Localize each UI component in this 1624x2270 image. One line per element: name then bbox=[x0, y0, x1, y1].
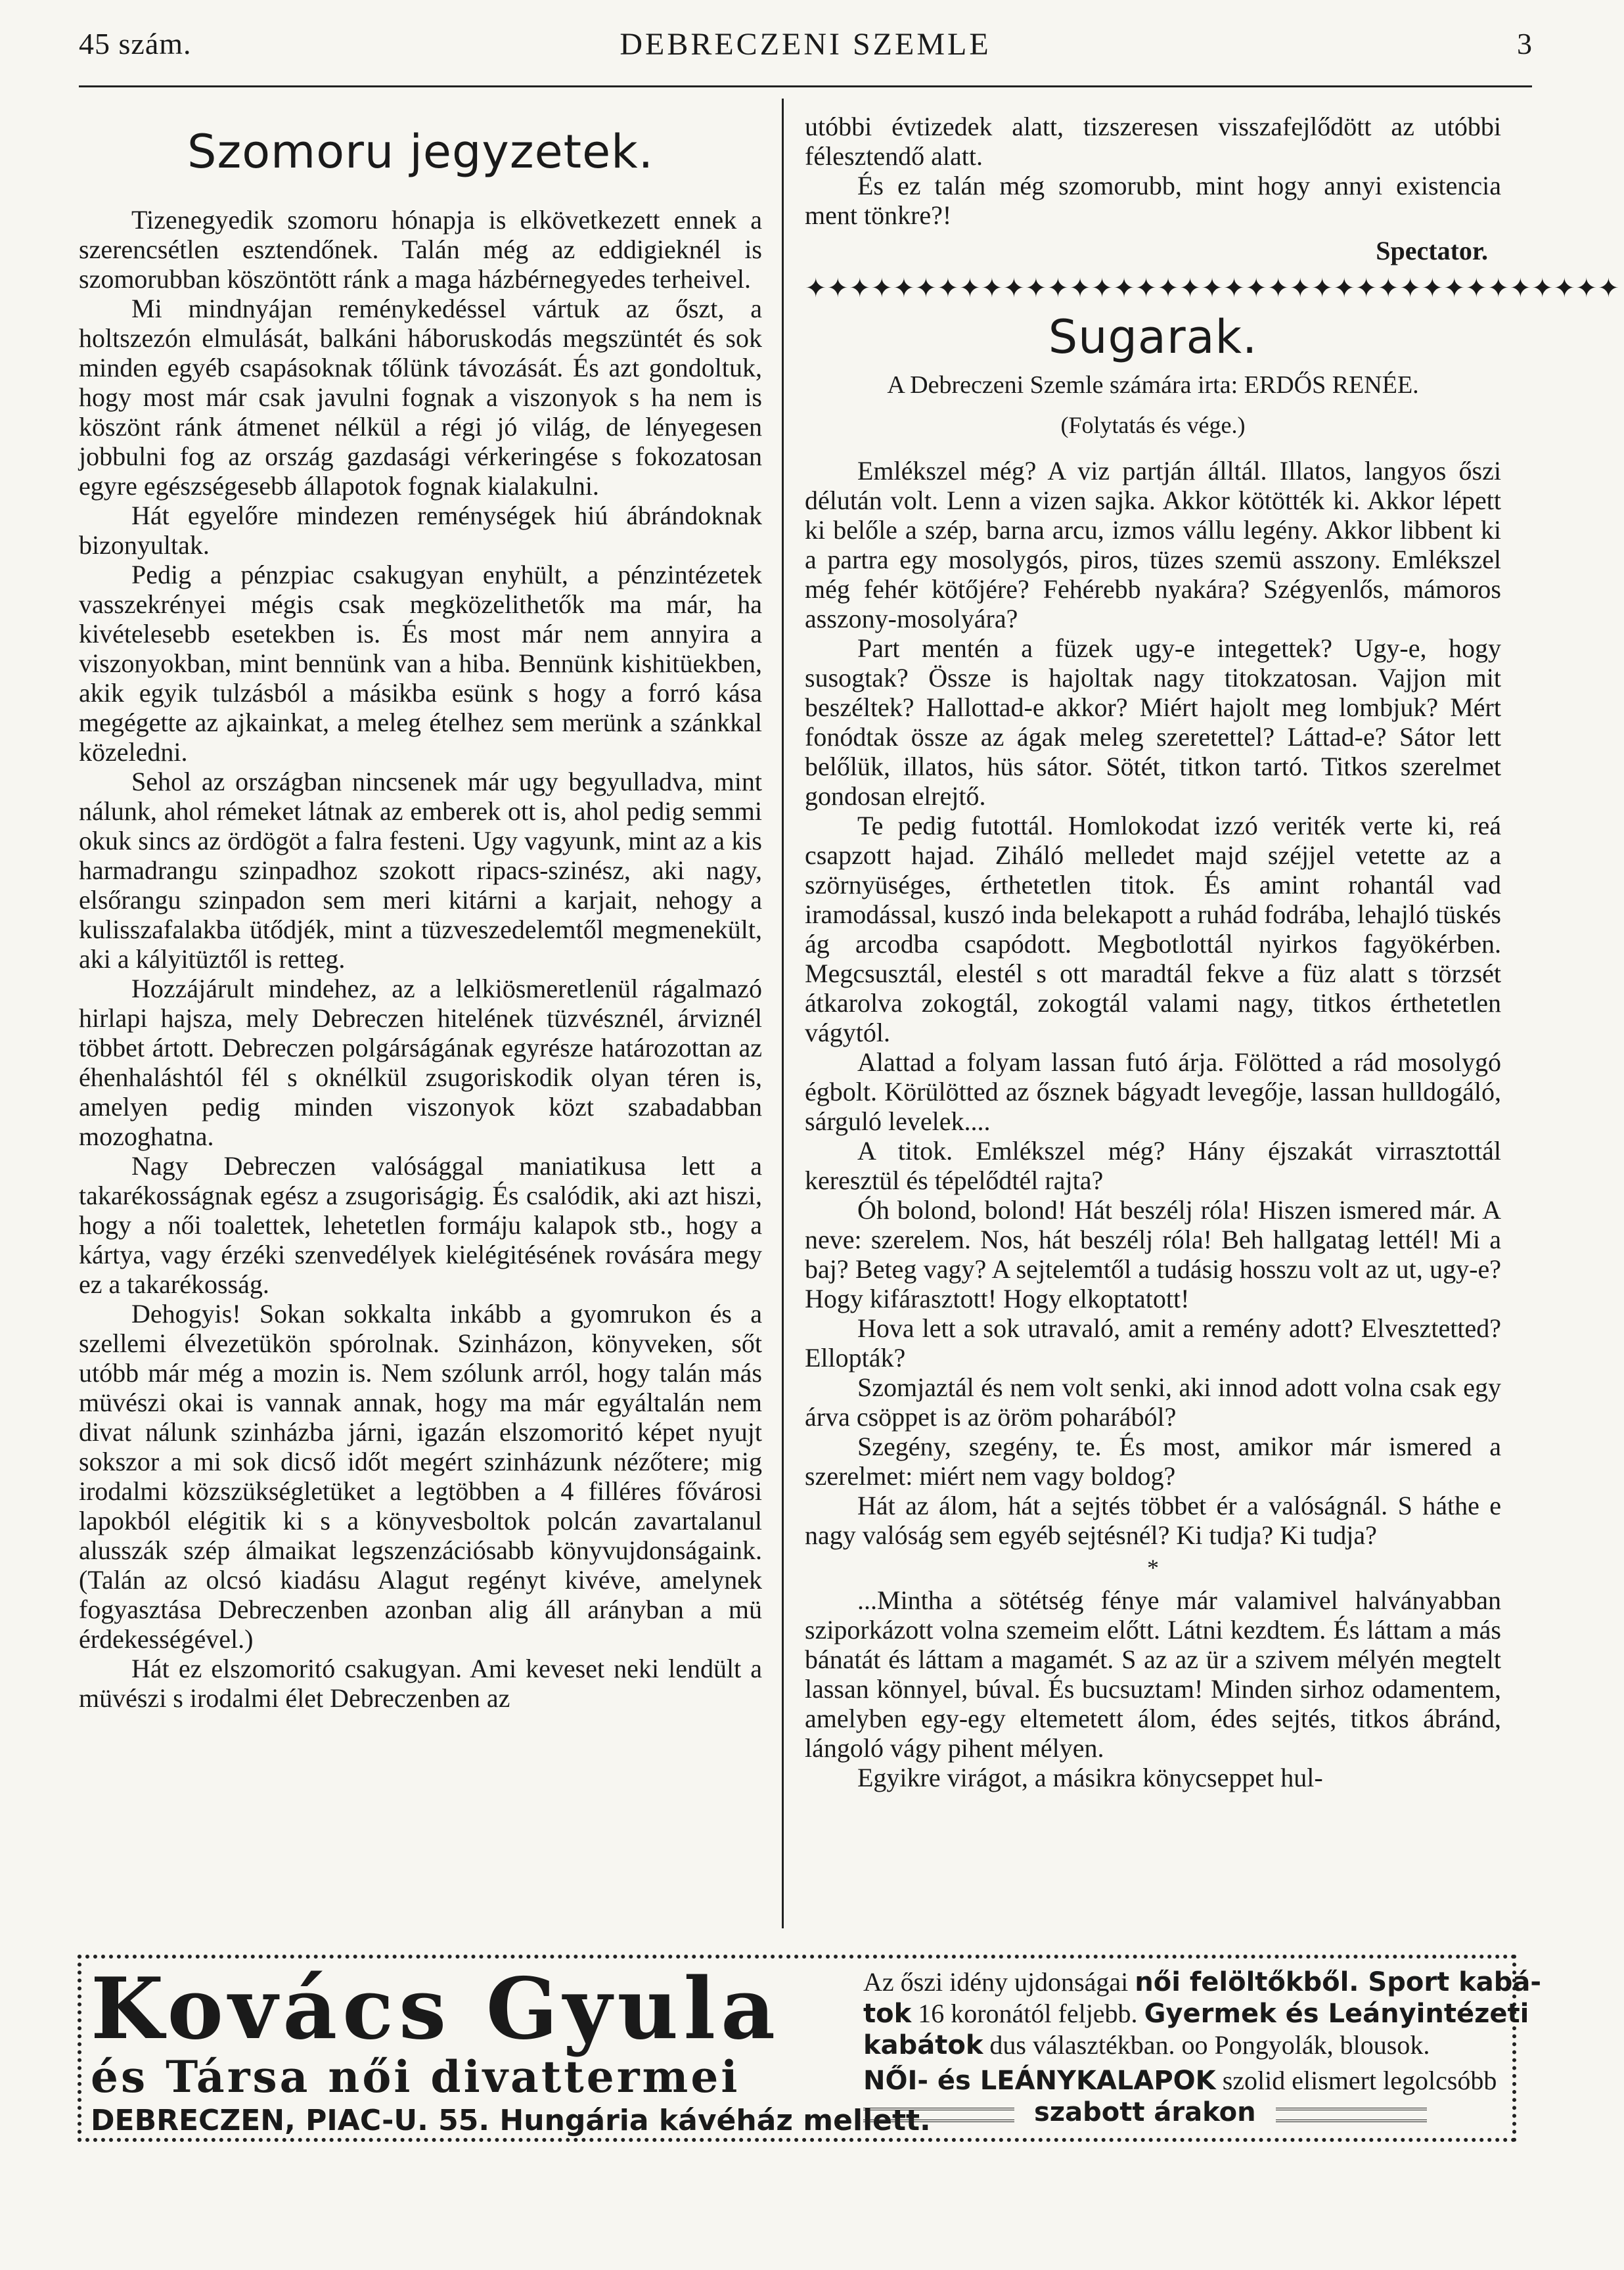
paragraph: Hát egyelőre mindezen reménységek hiú ábrándoknak bizonyultak. bbox=[79, 501, 762, 560]
subtitle: (Folytatás és vége.) bbox=[1060, 412, 1246, 438]
ad-text: dus választékban. oo Pongyolák, blousok. bbox=[983, 2030, 1430, 2060]
paragraph: Emlékszel még? A viz partján álltál. Illatos, langyos őszi délután volt. Lenn a vizen sajka. Akkor kötötték ki. Akkor lépett ki belőle a szép, barna arcu, izmos vállu legény. Akkor libbent ki a partra egy mosolygós, piros, tüzes szemü asszony. Emlékszel még fehér kötőjére? Fehérebb nyakára? Szégyenlős, mámoros asszony-mosolyára? bbox=[805, 456, 1501, 633]
signature: Spectator. bbox=[1376, 236, 1488, 265]
page-header bbox=[79, 26, 1532, 87]
ad-text: 16 koronától feljebb. bbox=[911, 1999, 1144, 2028]
paragraph: Hát ez elszomoritó csakugyan. Ami keveset neki lendült a müvészi s irodalmi élet Debreczenben az bbox=[79, 1654, 762, 1713]
ad-line bbox=[863, 2097, 1507, 2128]
paragraph: Mi mindnyájan reménykedéssel vártuk az őszt, a holtszezón elmulását, balkáni háboruskodás megszüntét és sok minden egyéb csapásoknak tőlünk távozását. És azt gondoltuk, hogy most már csak javulni fognak a viszonyok s ha nem is köszönt ránk átmenet nélkül a régi jó világ, de lényegesen jobbulni fog az ország gazdasági vérkeringése s fokozatosan egyre egészségesebb állapotok fognak kialakulni. bbox=[79, 294, 762, 501]
paragraph: Hozzájárult mindehez, az a lelkiösmeretlenül rágalmazó hirlapi hajsza, mely Debreczen hitelének tüzvésznél, árviznél többet ártott. Debreczen polgárságának egyrésze határozottan az éhenhaláshtól fél s oknélkül zsugoriskodik olyan téren is, amelyen pedig minden viszonyok közt szabadabban mozoghatna. bbox=[79, 974, 762, 1151]
paragraph: A titok. Emlékszel még? Hány éjszakát virrasztottál keresztül és tépelődtél rajta? bbox=[805, 1136, 1501, 1195]
decorative-rule bbox=[863, 2108, 1014, 2122]
advertisement-box bbox=[78, 1955, 1541, 2142]
advertisement-copy bbox=[863, 1966, 1541, 2128]
article-title: Sugarak. bbox=[1048, 310, 1258, 364]
ad-text: Az őszi idény ujdonságai bbox=[863, 1967, 1135, 1997]
advertiser-firm: és Társa női divattermei bbox=[91, 2051, 740, 2102]
issue-number: 45 szám. bbox=[79, 27, 192, 60]
byline: A Debreczeni Szemle számára irta: ERDŐS RENÉE. bbox=[887, 371, 1419, 399]
paragraph: Alattad a folyam lassan futó árja. Fölötted a rád mosolygó égbolt. Körülötted az ősznek bágyadt levegője, lassan hulldogáló, sárguló levelek.... bbox=[805, 1047, 1501, 1136]
ad-line bbox=[863, 2030, 1507, 2061]
right-column bbox=[805, 112, 1620, 1792]
paragraph: Hova lett a sok utravaló, amit a remény adott? Elvesztetted? Ellopták? bbox=[805, 1313, 1501, 1373]
ad-line bbox=[863, 2065, 1507, 2097]
paragraph: Hát az álom, hát a sejtés többet ér a valóságnál. S háthe e nagy valóság sem egyéb sejtésnél? Ki tudja? Ki tudja? bbox=[805, 1491, 1501, 1550]
left-column bbox=[79, 112, 762, 1713]
article-title: Szomoru jegyzetek. bbox=[187, 125, 654, 179]
paragraph: Te pedig futottál. Homlokodat izzó veriték verte ki, reá csapzott hajad. Ziháló melledet majd széjjel vetette az a szörnyüséges, érthetetlen titok. És amint rohantál vad iramodással, kuszó inda belekapott a ruhád fodrába, lehajló tüskés ág arcodba csapódott. Megbotlottál nyirkos fagyökérben. Megcsusztál, elestél s ott maradtál fekve a füz alatt s törzsét átkarolva zokogtál, zokogtál valami nagy, titkos érthetetlen vágytól. bbox=[805, 811, 1501, 1047]
paragraph: Egyikre virágot, a másikra könycseppet hul- bbox=[857, 1763, 1323, 1792]
paragraph: Sehol az országban nincsenek már ugy begyulladva, mint nálunk, ahol rémeket látnak az emberek ott is, ahol pedig semmi okuk sincs az ördögöt a falra festeni. Ugy vagyunk, mint az a kis harmadrangu szinpadhoz szokott ripacs-szinész, aki nagy, elsőrangu szinpadon sem meri kitárni a karjait, nehogy a kulisszafalakba ütődjék, mint a tüzveszedelemtől megmenekült, aki a kályitüztől is retteg. bbox=[79, 767, 762, 974]
ad-bold-text: szabott árakon bbox=[1034, 2097, 1256, 2127]
continuation-text: És ez talán még szomorubb, mint hogy annyi existencia ment tönkre?! bbox=[805, 171, 1501, 230]
column-divider bbox=[782, 99, 784, 1928]
advertiser-name: Kovács Gyula bbox=[91, 1960, 780, 2058]
paragraph: Dehogyis! Sokan sokkalta inkább a gyomrukon és a szellemi élvezetükön spórolnak. Szinházon, könyveken, sőt utóbb már még a mozin is. Nem szólunk arról, hogy talán más müvészi okai is vannak annak, hogy ma már egyáltalán nem divat nálunk szinházba járni, igazán elszomoritó képet nyujt sokszor a mi sok dicső időt megért szinházunk nézőtere; mig irodalmi közszükségletüket a legtöbben a 4 filléres fővárosi lapokból elégitik ki s a könyvesboltok polcán zavartalanul alusszák szép álmaikat legszenzációsabb könyvujdonságaink. (Talán az olcsó kiadásu Alagut regényt kivéve, amelynek fogyasztása Debreczenben azonban alig áll arányban a mü érdekességével.) bbox=[79, 1299, 762, 1654]
paragraph: Part mentén a füzek ugy-e integettek? Ugy-e, hogy susogtak? Össze is hajoltak nagy titokzatosan. Vajjon mit beszéltek? Hallottad-e akkor? Miért hajolt meg lombjuk? Mért fonódtak össze az ágak meleg szeretettel? Láttad-e? Sátor lett belőlük, illatos, hüs sátor. Sötét, titkon tartó. Titkos szerelmet gondosan elrejtő. bbox=[805, 633, 1501, 811]
journal-title: DEBRECZENI SZEMLE bbox=[620, 27, 991, 62]
paragraph: Nagy Debreczen valósággal maniatikusa lett a takarékosságnak egész a zsugoriságig. És csalódik, aki azt hiszi, hogy a női toalettek, lehetetlen formáju kalapok stb., hogy a kártya, vagy érzéki szenvedélyek kielégitésének rovására megy ez a takarékosság. bbox=[79, 1151, 762, 1299]
ad-bold-text: kabátok bbox=[863, 2030, 983, 2060]
ad-bold-text: női felöltőkből. Sport kabá- bbox=[1135, 1967, 1541, 1997]
ad-bold-text: Gyermek és Leányintézeti bbox=[1144, 1999, 1529, 2029]
ad-text: szolid elismert legolcsóbb bbox=[1215, 2066, 1497, 2095]
ad-line bbox=[863, 1998, 1529, 2030]
continuation-text: utóbbi évtizedek alatt, tizszeresen visszafejlődött az utóbbi félesztendő alatt. bbox=[805, 112, 1501, 171]
advertiser-address: DEBRECZEN, PIAC-U. 55. Hungária kávéház mellett. bbox=[91, 2104, 931, 2137]
paragraph: Pedig a pénzpiac csakugyan enyhült, a pénzintézetek vasszekrényei mégis csak megközelithetők ma már, ha kivételesebb esetekben is. És most már nem annyira a viszonyokban, mint bennünk van a hiba. Bennünk kishitüekben, akik egyik tulzásból a másikba esünk s hogy a forró kása megégette az ajkainkat, a meleg ételhez sem merünk a szánkkal közeledni. bbox=[79, 560, 762, 767]
paragraph: Szomjaztál és nem volt senki, aki innod adott volna csak egy árva csöppet is az öröm poharából? bbox=[805, 1373, 1501, 1432]
section-star: * bbox=[1147, 1555, 1159, 1581]
ad-line bbox=[863, 1966, 1541, 1998]
paragraph: Óh bolond, bolond! Hát beszélj róla! Hiszen ismered már. A neve: szerelem. Nos, hát beszélj róla! Beh hallgatag lettél! Mi a baj? Beteg vagy? A sejtelemtől a tudásig hosszu volt az ut, ugy-e? Hogy kifárasztott! Hogy elkoptatott! bbox=[805, 1195, 1501, 1313]
decorative-rule bbox=[1276, 2108, 1427, 2122]
ad-bold-text: NŐI- és LEÁNYKALAPOK bbox=[863, 2066, 1216, 2096]
ad-bold-text: tok bbox=[863, 1999, 912, 2029]
paragraph: ...Mintha a sötétség fénye már valamivel halványabban sziporkázott volna szemeim előtt. Látni kezdtem. És láttam a más bánatát és láttam a magamét. S az az ür a szivem mélyén megtelt lassan könnyel, búval. És bucsuztam! Minden sirhoz odamentem, amelyben egy-egy eltemetett álom, édes sejtés, titkos ábránd, lángoló vágy pihent mélyen. bbox=[805, 1585, 1501, 1763]
paragraph: Tizenegyedik szomoru hónapja is elkövetkezett ennek a szerencsétlen esztendőnek. Talán még az eddigieknél is szomorubban köszöntött ránk a maga házbérnegyedes terheivel. bbox=[79, 205, 762, 294]
ornament-divider: ✦✦✦✦✦✦✦✦✦✦✦✦✦✦✦✦✦✦✦✦✦✦✦✦✦✦✦✦✦✦✦✦✦✦✦✦✦ bbox=[805, 273, 1620, 303]
paragraph: Szegény, szegény, te. És most, amikor már ismered a szerelmet: miért nem vagy boldog? bbox=[805, 1432, 1501, 1491]
page-number: 3 bbox=[1517, 27, 1532, 60]
